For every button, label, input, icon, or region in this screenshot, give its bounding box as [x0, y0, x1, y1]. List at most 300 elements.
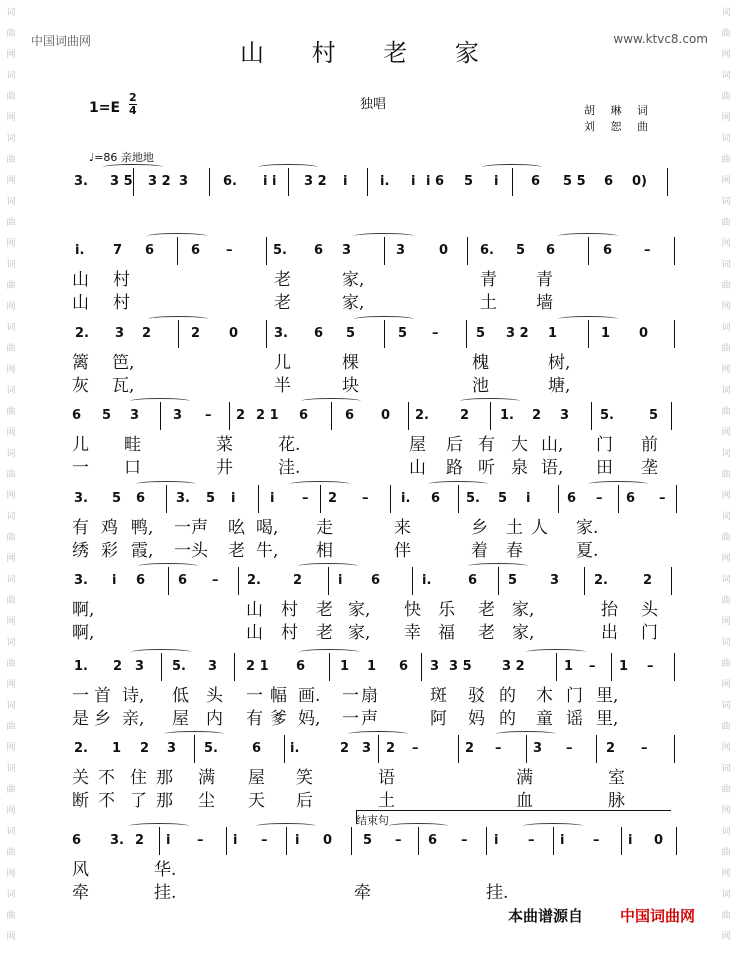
note: 3 [342, 243, 352, 258]
note: 6 [567, 491, 577, 506]
lyric-char: 室 [608, 768, 625, 788]
lyric-char: 春 [506, 541, 523, 561]
note: 5 [346, 326, 356, 341]
time-bottom: 4 [129, 104, 137, 117]
note: – [644, 243, 651, 258]
side-watermark-char: 网 [721, 365, 731, 375]
slur [354, 316, 414, 322]
lyric-char: 爹 [270, 709, 287, 729]
lyric-char: 树, [548, 353, 571, 373]
side-watermark-char: 词 [6, 890, 16, 900]
side-watermark-char: 曲 [6, 92, 16, 102]
note: – [362, 491, 369, 506]
note: 2 1 [256, 408, 279, 423]
note: 6 [431, 491, 441, 506]
note: 2 [293, 573, 303, 588]
note: 3 [430, 659, 440, 674]
note: – [596, 491, 603, 506]
side-watermark-char: 曲 [6, 281, 16, 291]
side-watermark-char: 词 [6, 701, 16, 711]
slur [388, 823, 448, 829]
lyric-char: 乐 [438, 600, 455, 620]
lyric-char: 一 [174, 518, 191, 538]
note: 2 [328, 491, 338, 506]
lyric-char: 喝, [256, 518, 279, 538]
bar-line [671, 567, 672, 595]
note: – [647, 659, 654, 674]
bar-line [161, 653, 162, 681]
note: 1 [340, 659, 350, 674]
side-watermark-char: 网 [721, 554, 731, 564]
note: 3 [167, 741, 177, 756]
side-watermark-char: 网 [6, 176, 16, 186]
lyric-char: 塘, [548, 376, 571, 396]
lyric-char: 驳 [468, 686, 485, 706]
note: i. [75, 243, 85, 258]
side-watermark-char: 曲 [721, 407, 731, 417]
bar-line [674, 237, 675, 265]
slur [482, 164, 542, 170]
note: 2 [465, 741, 475, 756]
bar-line [556, 653, 557, 681]
note: i [338, 573, 343, 588]
note: 5 [498, 491, 508, 506]
note: – [302, 491, 309, 506]
lyric-char: 抬 [601, 600, 618, 620]
site-watermark-left: 中国词曲网 [31, 34, 92, 48]
note: i [231, 491, 236, 506]
note: 3. [110, 833, 124, 848]
lyric-row-verse-2 [66, 536, 671, 561]
lyric-char: 洼. [278, 458, 301, 478]
notation-row [66, 491, 671, 509]
lyric-char: 了 [130, 791, 147, 811]
lyric-char: 头 [206, 686, 223, 706]
bar-line [674, 320, 675, 348]
lyric-char: 头 [191, 541, 208, 561]
bar-line [229, 402, 230, 430]
slur [130, 398, 190, 404]
lyric-char: 那 [156, 768, 173, 788]
side-watermark-char: 曲 [721, 281, 731, 291]
side-watermark-char: 网 [6, 365, 16, 375]
lyric-char: 土 [378, 791, 395, 811]
side-watermark-char: 网 [721, 428, 731, 438]
side-watermark-char: 网 [6, 680, 16, 690]
note: 2. [415, 408, 429, 423]
bar-line [667, 168, 668, 196]
note: 3. [274, 326, 288, 341]
lyric-char: 门 [641, 623, 658, 643]
time-top: 2 [129, 91, 137, 104]
note: 0 [654, 833, 664, 848]
lyric-char: 后 [446, 435, 463, 455]
note: 3 [115, 326, 125, 341]
lyric-row-verse-2 [66, 786, 671, 811]
slur [298, 563, 358, 569]
lyric-char: 低 [172, 686, 189, 706]
lyric-char: 山 [246, 600, 263, 620]
lyric-char: 彩 [101, 541, 118, 561]
side-watermark-char: 曲 [6, 344, 16, 354]
bar-line [166, 485, 167, 513]
note: 6 [314, 326, 324, 341]
note: i [411, 174, 416, 189]
note: 6 [145, 243, 155, 258]
lyric-char: 鸭, [131, 518, 154, 538]
lyric-char: 笑 [296, 768, 313, 788]
note: 6 [603, 243, 613, 258]
note: 5 [649, 408, 659, 423]
note: 3 2 [304, 174, 327, 189]
bar-line [486, 827, 487, 855]
note: i [166, 833, 171, 848]
notation-row [66, 174, 671, 192]
ending-label: 结束句 [356, 814, 389, 827]
side-watermark-char: 曲 [6, 659, 16, 669]
notation-row [66, 243, 671, 261]
note: 2 [460, 408, 470, 423]
side-watermark-char: 曲 [721, 155, 731, 165]
side-watermark-char: 词 [721, 323, 731, 333]
lyric-char: 老 [316, 623, 333, 643]
note: 2 [386, 741, 396, 756]
note: – [212, 573, 219, 588]
slur [460, 398, 520, 404]
note: 2 [140, 741, 150, 756]
slur [496, 731, 556, 737]
lyric-char: 老 [228, 541, 245, 561]
lyric-char: 童 [536, 709, 553, 729]
lyric-char: 山 [409, 458, 426, 478]
lyric-char: 出 [601, 623, 618, 643]
note: 5 [112, 491, 122, 506]
lyric-char: 尘 [198, 791, 215, 811]
lyric-char: 大 [511, 435, 528, 455]
side-watermark-char: 词 [6, 827, 16, 837]
note: 6 [296, 659, 306, 674]
lyric-char: 啊, [72, 623, 95, 643]
lyric-char: 的 [499, 686, 516, 706]
lyric-char: 里, [596, 686, 619, 706]
bar-line [674, 653, 675, 681]
lyric-char: 屋 [409, 435, 426, 455]
lyric-char: 啊, [72, 600, 95, 620]
note: 0 [229, 326, 239, 341]
side-watermark-char: 网 [721, 176, 731, 186]
note: 5 [363, 833, 373, 848]
side-watermark-char: 词 [6, 134, 16, 144]
note: i [628, 833, 633, 848]
lyric-char: 语 [378, 768, 395, 788]
side-watermark-right [717, 0, 737, 954]
lyric-char: 风 [72, 860, 89, 880]
lyric-char: 块 [342, 376, 359, 396]
slur [428, 481, 488, 487]
slur [103, 164, 163, 170]
note: 0 [439, 243, 449, 258]
bar-line [266, 237, 267, 265]
bar-line [266, 320, 267, 348]
bar-line [384, 237, 385, 265]
lyricist-credit: 胡 琳 词 [584, 104, 654, 117]
lyric-row-verse-1 [66, 430, 671, 455]
lyric-row-verse-2 [66, 878, 671, 903]
bar-line [512, 168, 513, 196]
note: 5 [476, 326, 486, 341]
side-watermark-char: 曲 [6, 218, 16, 228]
notation-row [66, 408, 671, 426]
slur [148, 316, 208, 322]
note: – [226, 243, 233, 258]
note: 0 [639, 326, 649, 341]
lyric-char: 畦 [124, 435, 141, 455]
note: – [197, 833, 204, 848]
lyric-char: 屋 [248, 768, 265, 788]
bar-line [234, 653, 235, 681]
lyric-char: 牵 [72, 883, 89, 903]
note: 1 [601, 326, 611, 341]
side-watermark-char: 曲 [721, 218, 731, 228]
note: i [295, 833, 300, 848]
note: – [261, 833, 268, 848]
bar-line [133, 168, 134, 196]
bar-line [177, 237, 178, 265]
side-watermark-char: 词 [721, 701, 731, 711]
lyric-char: 霞, [131, 541, 154, 561]
side-watermark-char: 曲 [721, 722, 731, 732]
side-watermark-char: 曲 [6, 785, 16, 795]
lyric-char: 华. [154, 860, 177, 880]
bar-line [412, 567, 413, 595]
note: – [495, 741, 502, 756]
lyric-char: 家, [512, 623, 535, 643]
note: 6 [626, 491, 636, 506]
bar-line [558, 485, 559, 513]
side-watermark-char: 词 [721, 260, 731, 270]
bar-line [226, 827, 227, 855]
lyric-char: 池 [472, 376, 489, 396]
side-watermark-char: 词 [721, 512, 731, 522]
slur [301, 398, 361, 404]
lyric-char: 牵 [354, 883, 371, 903]
note: 5 [398, 326, 408, 341]
lyric-char: 墙 [536, 293, 553, 313]
note: 2. [247, 573, 261, 588]
slur [523, 823, 583, 829]
note: 2 [340, 741, 350, 756]
lyric-char: 来 [394, 518, 411, 538]
lyric-char: 家. [576, 518, 599, 538]
side-watermark-char: 曲 [6, 596, 16, 606]
note: 3 5 [110, 174, 133, 189]
bar-line [286, 827, 287, 855]
bar-line [553, 827, 554, 855]
note: 6 [428, 833, 438, 848]
note: 6 [371, 573, 381, 588]
lyric-char: 路 [446, 458, 463, 478]
lyric-char: 垄 [641, 458, 658, 478]
lyric-row-verse-1 [66, 855, 671, 880]
note: – [566, 741, 573, 756]
side-watermark-char: 词 [721, 890, 731, 900]
lyric-char: 棵 [342, 353, 359, 373]
note: i. [401, 491, 411, 506]
lyric-char: 后 [296, 791, 313, 811]
bar-line [328, 567, 329, 595]
lyric-char: 前 [641, 435, 658, 455]
lyric-char: 半 [274, 376, 291, 396]
slur [147, 233, 207, 239]
slur [136, 481, 196, 487]
lyric-char: 断 [72, 791, 89, 811]
note: 2 [236, 408, 246, 423]
note: 6 [468, 573, 478, 588]
lyric-char: 着 [471, 541, 488, 561]
lyric-char: 里, [596, 709, 619, 729]
lyric-char: 那 [156, 791, 173, 811]
lyric-char: 伴 [394, 541, 411, 561]
lyric-char: 谣 [566, 709, 583, 729]
side-watermark-char: 网 [6, 932, 16, 942]
lyric-char: 不 [98, 768, 115, 788]
lyric-char: 村 [281, 600, 298, 620]
bar-line [367, 168, 368, 196]
note: 6 [191, 243, 201, 258]
note: i [494, 174, 499, 189]
note: – [412, 741, 419, 756]
note: 3 [179, 174, 189, 189]
lyric-char: 村 [281, 623, 298, 643]
lyric-char: 老 [478, 623, 495, 643]
lyric-char: 灰 [72, 376, 89, 396]
lyric-char: 幅 [270, 686, 287, 706]
bar-line [288, 168, 289, 196]
side-watermark-char: 网 [6, 50, 16, 60]
note: i i [263, 174, 277, 189]
bar-line [676, 485, 677, 513]
bar-line [458, 735, 459, 763]
side-watermark-char: 词 [6, 575, 16, 585]
lyric-char: 诗, [122, 686, 145, 706]
notation-row [66, 833, 671, 851]
slur [258, 164, 318, 170]
note: 5 [516, 243, 526, 258]
bar-line [611, 653, 612, 681]
side-watermark-char: 词 [6, 323, 16, 333]
side-watermark-char: 词 [721, 638, 731, 648]
note: 5 [102, 408, 112, 423]
bar-line [209, 168, 210, 196]
bar-line [408, 402, 409, 430]
bar-line [498, 567, 499, 595]
lyric-char: 斑 [430, 686, 447, 706]
note: 6 [399, 659, 409, 674]
note: 0) [632, 174, 647, 189]
lyric-char: 屋 [172, 709, 189, 729]
side-watermark-char: 曲 [721, 344, 731, 354]
side-watermark-char: 网 [6, 554, 16, 564]
side-watermark-char: 词 [721, 575, 731, 585]
lyric-char: 满 [198, 768, 215, 788]
side-watermark-char: 网 [721, 239, 731, 249]
lyric-char: 语, [541, 458, 564, 478]
notation-row [66, 326, 671, 344]
side-watermark-char: 词 [6, 386, 16, 396]
note: i [526, 491, 531, 506]
note: – [528, 833, 535, 848]
note: 2 [135, 833, 145, 848]
side-watermark-char: 词 [721, 449, 731, 459]
note: 5 [508, 573, 518, 588]
lyric-char: 门 [596, 435, 613, 455]
side-watermark-char: 网 [721, 680, 731, 690]
bar-line [621, 827, 622, 855]
lyric-char: 山 [72, 293, 89, 313]
lyric-char: 田 [596, 458, 613, 478]
note: 1 [112, 741, 122, 756]
note: i [494, 833, 499, 848]
note: 6 [314, 243, 324, 258]
lyric-char: 一 [342, 686, 359, 706]
note: 0 [381, 408, 391, 423]
side-watermark-char: 网 [6, 239, 16, 249]
side-watermark-char: 词 [6, 764, 16, 774]
slur [290, 481, 350, 487]
side-watermark-char: 网 [721, 491, 731, 501]
side-watermark-char: 网 [721, 869, 731, 879]
lyric-char: 吆 [228, 518, 245, 538]
note: 2 [113, 659, 123, 674]
bar-line [526, 735, 527, 763]
lyric-char: 挂. [486, 883, 509, 903]
lyric-char: 笆, [112, 353, 135, 373]
side-watermark-char: 网 [6, 428, 16, 438]
lyric-char: 土 [480, 293, 497, 313]
slur [138, 563, 198, 569]
lyric-row-verse-1 [66, 265, 671, 290]
bar-line [588, 320, 589, 348]
bar-line [390, 485, 391, 513]
lyric-char: 住 [130, 768, 147, 788]
bar-line [418, 827, 419, 855]
lyric-char: 幸 [404, 623, 421, 643]
footer-source-site: 中国词曲网 [620, 907, 696, 925]
lyric-char: 扇 [361, 686, 378, 706]
note: i [112, 573, 117, 588]
note: 6 [604, 174, 614, 189]
lyric-char: 口 [124, 458, 141, 478]
lyric-char: 声 [191, 518, 208, 538]
note: – [593, 833, 600, 848]
note: 0 [323, 833, 333, 848]
lyric-char: 井 [216, 458, 233, 478]
note: i [233, 833, 238, 848]
note: i. [380, 174, 390, 189]
side-watermark-char: 网 [6, 617, 16, 627]
side-watermark-char: 网 [6, 113, 16, 123]
note: i [560, 833, 565, 848]
note: 3 [550, 573, 560, 588]
note: 6 [136, 573, 146, 588]
side-watermark-char: 网 [721, 113, 731, 123]
bar-line [320, 485, 321, 513]
slur [129, 823, 189, 829]
lyric-char: 一 [174, 541, 191, 561]
lyric-char: 天 [248, 791, 265, 811]
note: 3 [130, 408, 140, 423]
lyric-row-verse-1 [66, 763, 671, 788]
